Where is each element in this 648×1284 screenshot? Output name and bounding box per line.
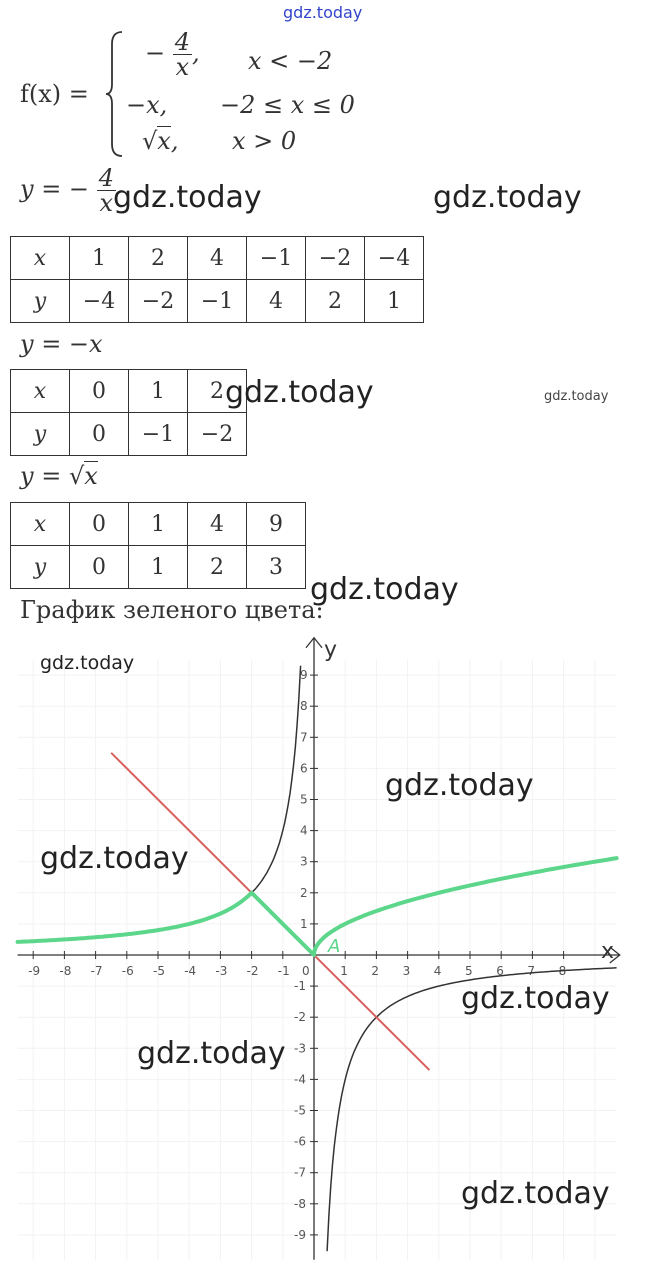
x-tick-label: 6 xyxy=(496,964,504,978)
case3-tail: , xyxy=(170,127,179,155)
watermark-table2: gdz.today xyxy=(225,375,374,410)
x-tick-label: -4 xyxy=(184,964,197,978)
x-tick-label: 7 xyxy=(527,964,536,978)
table-cell: 9 xyxy=(247,503,306,546)
point-a-label: A xyxy=(328,936,341,957)
case2-expr: −x, xyxy=(126,91,168,119)
table-cell: 2 xyxy=(129,237,188,280)
x-tick-label: -7 xyxy=(90,964,103,978)
heading1-num: 4 xyxy=(98,164,114,192)
y-tick-label: 5 xyxy=(300,792,308,807)
table-row xyxy=(11,503,306,546)
table-cell: −2 xyxy=(306,237,365,280)
x-tick-label: 0 xyxy=(302,964,310,978)
x-tick-label: -1 xyxy=(277,964,290,978)
x-tick-label: -3 xyxy=(215,964,228,978)
x-tick-label: 4 xyxy=(433,964,442,978)
case1-fraction xyxy=(173,30,192,79)
x-tick-label: -5 xyxy=(153,964,165,978)
table-cell: 0 xyxy=(70,370,129,413)
table-cell: 4 xyxy=(247,280,306,323)
watermark-graph-4: gdz.today xyxy=(137,1036,286,1071)
table-cell: 2 xyxy=(188,546,247,589)
table-cell: 1 xyxy=(129,370,188,413)
table-cell: x xyxy=(11,503,70,546)
y-tick-label: -7 xyxy=(294,1165,306,1180)
x-axis-label: x xyxy=(601,939,615,964)
table-cell: 0 xyxy=(70,503,129,546)
heading3-prefix: y = xyxy=(20,462,69,490)
table-cell: x xyxy=(11,370,70,413)
watermark-small-right: gdz.today xyxy=(544,389,609,404)
table-cell: y xyxy=(11,546,70,589)
x-tick-label: 8 xyxy=(558,964,567,978)
table-cell: 2 xyxy=(306,280,365,323)
y-tick-label: -9 xyxy=(294,1227,306,1242)
y-tick-label: 6 xyxy=(300,761,308,776)
case1-sign: − xyxy=(145,39,166,67)
y-tick-label: 9 xyxy=(300,668,308,683)
heading1-prefix: y = − xyxy=(20,175,90,203)
y-axis-label: y xyxy=(324,637,338,663)
table-cell: −2 xyxy=(129,280,188,323)
watermark-right-1: gdz.today xyxy=(433,180,582,215)
watermark-heading1: gdz.today xyxy=(113,180,262,215)
table-cell: −4 xyxy=(70,280,129,323)
table-line xyxy=(10,369,247,456)
heading-sqrt xyxy=(20,462,98,490)
y-tick-label: -8 xyxy=(294,1196,306,1211)
heading1-den: x xyxy=(99,189,114,217)
table-cell: y xyxy=(11,280,70,323)
y-tick-label: -1 xyxy=(294,979,306,994)
piecewise-lhs: f(x) = xyxy=(20,80,89,108)
y-tick-label: 4 xyxy=(300,823,308,838)
watermark-graph-5: gdz.today xyxy=(461,1176,610,1211)
table-cell: 3 xyxy=(247,546,306,589)
case3-expr xyxy=(142,127,178,155)
table-cell: −1 xyxy=(188,280,247,323)
y-tick-label: -2 xyxy=(294,1010,306,1025)
case3-cond: x > 0 xyxy=(232,127,297,155)
y-tick-label: 8 xyxy=(300,699,308,714)
x-tick-label: -6 xyxy=(121,964,134,978)
y-tick-label: -3 xyxy=(294,1041,306,1056)
table-row xyxy=(11,280,424,323)
x-tick-label: 1 xyxy=(340,964,348,978)
y-tick-label: 2 xyxy=(300,885,308,900)
table-row xyxy=(11,237,424,280)
x-tick-label: 5 xyxy=(465,964,473,978)
y-tick-label: -6 xyxy=(294,1134,306,1149)
case1-den: x xyxy=(175,53,190,81)
table-cell: 2 xyxy=(188,370,247,413)
x-tick-label: 2 xyxy=(371,964,380,978)
table-sqrt xyxy=(10,502,306,589)
sqrt-symbol: √ xyxy=(68,462,85,490)
watermark-graph-1: gdz.today xyxy=(385,768,534,803)
x-tick-label: -9 xyxy=(28,964,41,978)
table-hyperbola xyxy=(10,236,424,323)
table-row xyxy=(11,413,247,456)
watermark-graph-2: gdz.today xyxy=(40,841,189,876)
y-tick-label: 1 xyxy=(300,916,308,931)
graph-caption: График зеленого цвета: xyxy=(20,596,324,624)
table-cell: −4 xyxy=(365,237,424,280)
y-tick-label: 7 xyxy=(300,730,308,745)
x-tick-label: 3 xyxy=(402,964,411,978)
table-cell: 4 xyxy=(188,237,247,280)
table-cell: 1 xyxy=(129,503,188,546)
table-cell: y xyxy=(11,413,70,456)
case3-radicand: x xyxy=(157,127,171,155)
table-cell: x xyxy=(11,237,70,280)
case1-cond: x < −2 xyxy=(248,47,333,75)
y-tick-label: 3 xyxy=(300,854,308,869)
table-row xyxy=(11,546,306,589)
grid-background xyxy=(18,660,617,1260)
y-tick-label: -4 xyxy=(294,1072,306,1087)
watermark-graph-3: gdz.today xyxy=(461,981,610,1016)
table-cell: −1 xyxy=(129,413,188,456)
table-cell: 1 xyxy=(70,237,129,280)
table-cell: 0 xyxy=(70,413,129,456)
sqrt-symbol: √ xyxy=(142,127,158,155)
table-cell: 1 xyxy=(365,280,424,323)
table-cell: −2 xyxy=(188,413,247,456)
table-cell: −1 xyxy=(247,237,306,280)
case1-tail: , xyxy=(192,39,200,67)
case1-expr xyxy=(145,30,200,79)
case2-cond: −2 ≤ x ≤ 0 xyxy=(220,91,355,119)
x-tick-label: -2 xyxy=(246,964,259,978)
heading-line: y = −x xyxy=(20,330,103,358)
table-cell: 0 xyxy=(70,546,129,589)
heading3-radicand: x xyxy=(84,462,98,490)
watermark-table3: gdz.today xyxy=(310,572,459,607)
piecewise-brace xyxy=(106,30,124,158)
watermark-top: gdz.today xyxy=(283,3,363,22)
heading-hyperbola xyxy=(20,166,116,215)
table-row xyxy=(11,370,247,413)
table-cell: 1 xyxy=(129,546,188,589)
watermark-graph-topleft: gdz.today xyxy=(40,652,135,674)
y-tick-label: -5 xyxy=(294,1103,306,1118)
table-cell: 4 xyxy=(188,503,247,546)
x-tick-label: -8 xyxy=(59,964,72,978)
case1-num: 4 xyxy=(174,28,191,56)
